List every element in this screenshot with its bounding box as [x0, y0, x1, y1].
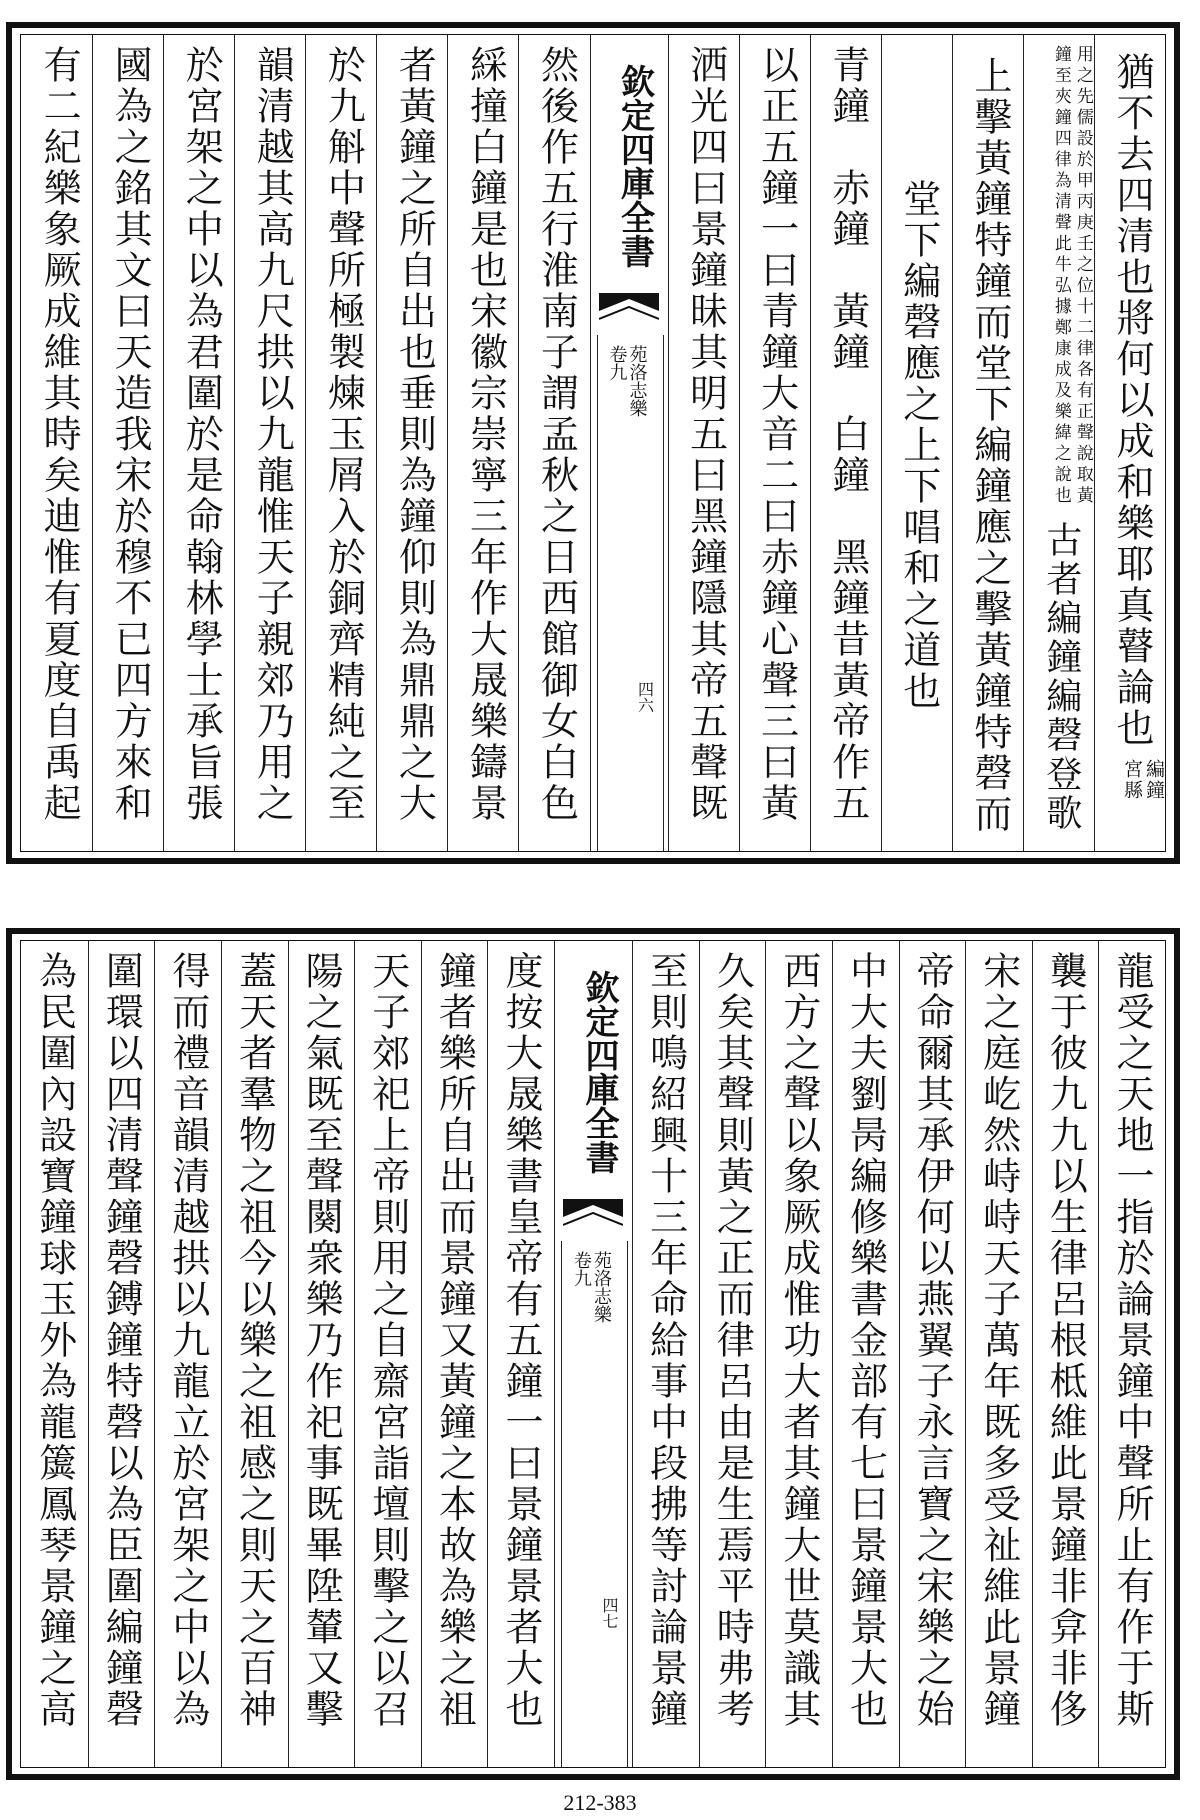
- column-text: 度按大晟樂書皇帝有五鐘一曰景鐘景者大也: [499, 951, 543, 1730]
- center-column-rule: [597, 335, 598, 851]
- text-column: [632, 941, 699, 1767]
- annotation-text: 用之先儒設於甲丙庚壬之位十二律各有正聲說取黃鐘至夾鐘四律為清聲此牛弘據鄭康成及樂緯之說也: [1050, 45, 1093, 507]
- column-text: 於宮架之中以為君圍於是命翰林學士承旨張: [179, 45, 224, 824]
- column-text: 上擊黃鐘特鐘而堂下編鐘應之擊黃鐘特磬而: [967, 55, 1012, 835]
- text-column: [881, 35, 952, 851]
- volume-label: 苑洛志樂 卷九: [606, 345, 648, 417]
- text-column: [88, 941, 155, 1767]
- column-text: 堂下編磬應之上下唱和之道也: [896, 178, 941, 712]
- text-column: [288, 941, 355, 1767]
- text-column: [952, 35, 1023, 851]
- column-text: 至則鳴紹興十三年命給事中段拂等討論景鐘: [643, 951, 688, 1730]
- text-column: [421, 941, 488, 1767]
- column-text: 猶不去四清也將何以成和樂耶真瞽論也: [1109, 51, 1154, 749]
- text-column: [1032, 941, 1099, 1767]
- column-text: 蓋天者羣物之祖今以樂之祖感之則天之百神: [232, 951, 277, 1730]
- column-text: 帝命爾其承伊何以燕翼子永言寶之宋樂之始: [910, 951, 955, 1730]
- column-text: 龍受之天地一指於論景鐘中聲所止有作于斯: [1110, 951, 1154, 1730]
- bottom-page: [0, 928, 1200, 1780]
- top-text-block: [20, 34, 1166, 852]
- column-text: 洒光四曰景鐘昧其明五曰黑鐘隱其帝五聲既: [683, 45, 728, 824]
- annotation-column: [1023, 35, 1094, 851]
- text-column: [832, 941, 899, 1767]
- column-text: 為民圍內設寶鐘球玉外為龍簴鳳琴景鐘之高: [32, 951, 77, 1730]
- text-column: [163, 35, 234, 851]
- column-text: 韻清越其高九尺拱以九龍惟天子親郊乃用之: [250, 45, 295, 824]
- text-column: [668, 35, 739, 851]
- text-column: [1098, 941, 1165, 1767]
- page-footer-number: 212-383: [563, 1790, 637, 1815]
- text-column: [487, 941, 554, 1767]
- column-text: 綵撞白鐘是也宋徽宗崇寧三年作大晟樂鑄景: [463, 45, 508, 824]
- text-column: [765, 941, 832, 1767]
- text-column: [965, 941, 1032, 1767]
- text-column: [154, 941, 221, 1767]
- text-column: [810, 35, 881, 851]
- column-text: 天子郊祀上帝則用之自齋宮詣壇則擊之以召: [365, 951, 410, 1730]
- center-column-rule: [663, 335, 664, 851]
- text-column: [376, 35, 447, 851]
- column-text: 於九斛中聲所極製煉玉屑入於銅齊精純之至: [321, 45, 366, 824]
- text-column: [899, 941, 966, 1767]
- top-page: [0, 22, 1200, 864]
- column-text: 襲于彼九九以生律呂根柢維此景鐘非弇非侈: [1043, 951, 1088, 1730]
- text-column: [305, 35, 376, 851]
- fish-tail-mark-icon: [599, 293, 659, 333]
- folio-number: 四七: [600, 1597, 619, 1629]
- text-column: [739, 35, 810, 851]
- column-text: 陽之氣既至聲闋衆樂乃作祀事既畢陞輦又擊: [299, 951, 344, 1730]
- text-column: [447, 35, 518, 851]
- column-text: 青鐘 赤鐘 黃鐘 白鐘 黑鐘昔黃帝作五: [825, 45, 870, 824]
- column-text: 者黃鐘之所自出也垂則為鐘仰則為鼎鼎之大: [392, 45, 437, 824]
- text-column: [21, 941, 88, 1767]
- text-column: [518, 35, 589, 851]
- text-column: [21, 35, 92, 851]
- text-column: [221, 941, 288, 1767]
- column-text: 西方之聲以象厥成惟功大者其鐘大世莫識其: [776, 951, 821, 1730]
- center-column-rule: [627, 1241, 628, 1767]
- text-column: [92, 35, 163, 851]
- center-fold-column: [554, 941, 633, 1767]
- fish-tail-mark-icon: [563, 1199, 623, 1239]
- column-text: 宋之庭屹然峙峙天子萬年既多受祉維此景鐘: [976, 951, 1021, 1730]
- column-text: 古者編鐘編磬登歌: [1040, 521, 1082, 833]
- column-text: 鐘者樂所自出而景鐘又黃鐘之本故為樂之祖: [432, 951, 477, 1730]
- volume-label: 苑洛志樂 卷九: [571, 1251, 612, 1323]
- center-column-rule: [561, 1241, 562, 1767]
- bottom-text-block: [20, 940, 1166, 1768]
- column-text: 久矣其聲則黃之正而律呂由是生焉平時弗考: [710, 951, 755, 1730]
- book-title: 欽定四庫全書: [614, 64, 655, 268]
- column-text: 國為之銘其文曰天造我宋於穆不已四方來和: [108, 45, 153, 824]
- column-text: 中大夫劉昺編修樂書金部有七曰景鐘景大也: [843, 951, 888, 1730]
- column-text: 然後作五行淮南子謂孟秋之日西館御女白色: [534, 45, 579, 824]
- column-annotation: 編鐘 宮縣: [1120, 759, 1165, 801]
- text-column: [234, 35, 305, 851]
- column-text: 圍環以四清聲鐘磬鎛鐘特磬以為臣圍編鐘磬: [99, 951, 144, 1730]
- column-text: 得而禮音韻清越拱以九龍立於宮架之中以為: [165, 951, 210, 1730]
- book-title: 欽定四庫全書: [579, 970, 619, 1174]
- folio-number: 四六: [635, 681, 655, 713]
- text-column: [1094, 35, 1165, 851]
- text-column: [354, 941, 421, 1767]
- text-column: [699, 941, 766, 1767]
- center-fold-column: [590, 35, 669, 851]
- column-text: 有二紀樂象厥成維其時矣迪惟有夏度自禹起: [37, 45, 82, 824]
- column-text: 以正五鐘一曰青鐘大音二曰赤鐘心聲三曰黃: [754, 45, 799, 824]
